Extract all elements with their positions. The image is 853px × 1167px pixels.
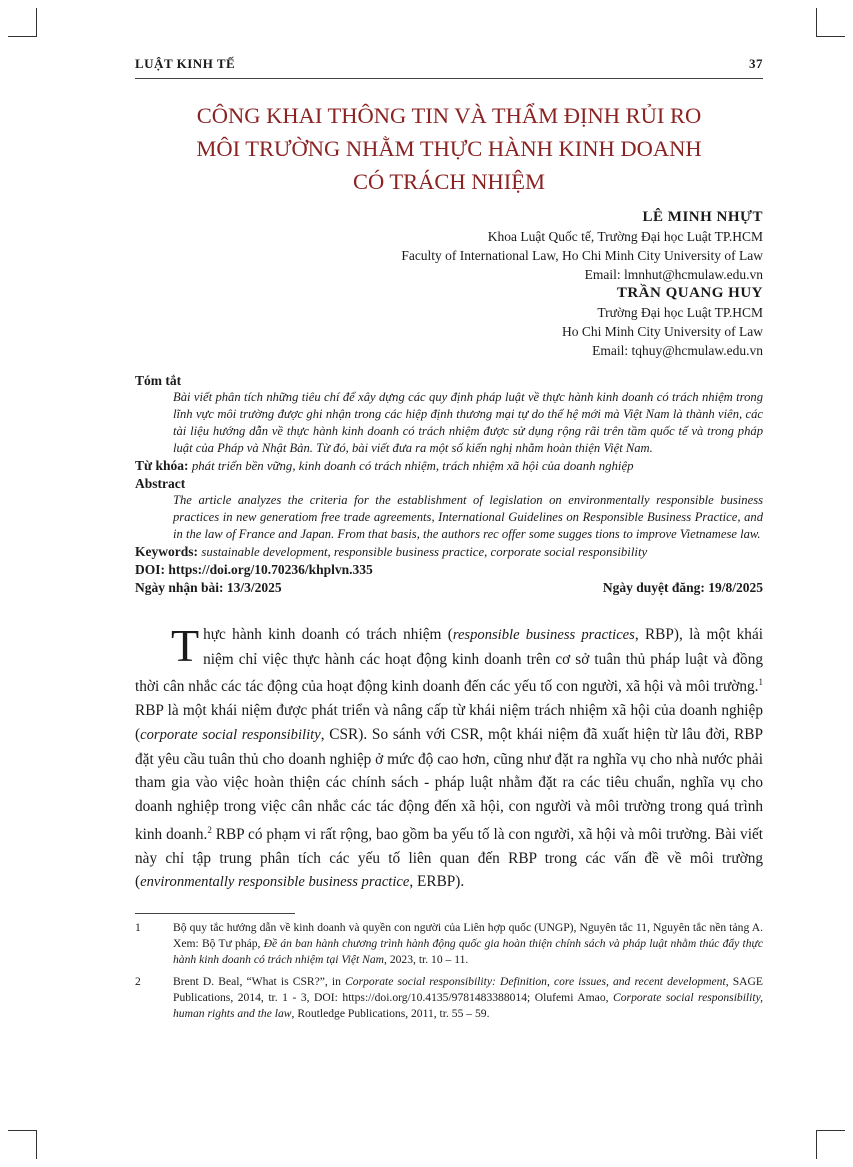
author-affiliation-vi: Trường Đại học Luật TP.HCM: [597, 305, 763, 320]
received-date: Ngày nhận bài: 13/3/2025: [135, 580, 282, 595]
body-paragraph: [135, 620, 763, 895]
body-italic-term: responsible business practices: [452, 627, 635, 643]
author-affiliation-en: Faculty of International Law, Ho Chi Minh City University of Law: [401, 248, 763, 263]
doi-link[interactable]: DOI: https://doi.org/10.70236/khplvn.335: [135, 562, 373, 577]
body-italic-term: environmentally responsible business practice: [140, 874, 410, 891]
page-number: 37: [749, 56, 763, 71]
body-text-run: , ERBP).: [409, 873, 465, 891]
footnote-text-run: Bộ quy tắc hướng dẫn về kinh doanh và quyền con người của Liên hợp quốc (UNGP), Nguyên tắc 11, Nguyên tắc nền tảng A. Xem: Bộ Tư pháp,: [173, 920, 763, 950]
footnote-number: 2: [135, 974, 141, 988]
abstract-en: [135, 475, 763, 561]
footnote-ref[interactable]: 1: [758, 677, 763, 688]
keywords-vi: [135, 457, 763, 475]
article-title: [135, 99, 763, 198]
author-email: Email: tqhuy@hcmulaw.edu.vn: [592, 343, 763, 358]
abstract-vi-heading: Tóm tắt: [135, 373, 182, 388]
author-2: [135, 284, 763, 360]
footnote-ref[interactable]: 2: [207, 824, 212, 835]
article-dates: [135, 578, 763, 597]
author-name: TRẦN QUANG HUY: [616, 285, 763, 301]
body-text-run: RBP là một khái niệm được phát triển và nâng cấp từ khái niệm trách nhiệm xã hội của doanh nghiệp (: [135, 702, 763, 743]
author-affiliation-vi: Khoa Luật Quốc tế, Trường Đại học Luật TP.HCM: [487, 229, 763, 244]
footnote-italic: Đề án ban hành chương trình hành động quốc gia hoàn thiện chính sách và pháp luật nhằm thúc đẩy thực hành kinh doanh có trách nhiệm tại Việt Nam: [173, 936, 763, 966]
abstract-en-heading: Abstract: [135, 476, 186, 491]
title-line: CÓ TRÁCH NHIỆM: [352, 169, 546, 194]
keywords-vi-label: Từ khóa:: [135, 458, 189, 473]
author-affiliation-en: Ho Chi Minh City University of Law: [562, 324, 763, 339]
footnote-divider: [135, 913, 295, 914]
keywords-vi-text: phát triển bền vững, kinh doanh có trách nhiệm, trách nhiệm xã hội của doanh nghiệp: [191, 459, 634, 473]
accepted-date: Ngày duyệt đăng: 19/8/2025: [602, 580, 763, 595]
drop-cap: T: [171, 620, 200, 671]
crop-mark-top-left: [8, 8, 37, 37]
article-page: [135, 56, 763, 1022]
title-line: CÔNG KHAI THÔNG TIN VÀ THẨM ĐỊNH RỦI RO: [196, 103, 702, 128]
body-text-run: , CSR). So sánh với CSR, một khái niệm đã xuất hiện từ lâu đời, RBP đặt yêu cầu tuân thủ cho doanh nghiệp ở mức độ cao hơn, cũng như đặt ra nghĩa vụ cho nhà nước phải tham gia vào việc hoàn thiện các chính sách - pháp luật nhằm đặt ra các tiêu chuẩn, nghĩa vụ cho doanh nghiệp trong việc cân nhắc các tác động đến xã hội, con người và môi trường trong quá trình kinh doanh.: [135, 725, 763, 843]
keywords-en-label: Keywords:: [135, 544, 198, 559]
crop-mark-bottom-left: [8, 1130, 37, 1159]
abstract-vi: [135, 372, 763, 475]
journal-section: LUẬT KINH TẾ: [135, 56, 236, 71]
body-italic-term: corporate social responsibility: [140, 726, 321, 743]
footnote-number: 1: [135, 920, 141, 934]
keywords-en: [135, 543, 763, 561]
author-name: LÊ MINH NHỰT: [642, 209, 763, 225]
footnote-text-run: Brent D. Beal, “What is CSR?”, in: [173, 974, 346, 988]
title-line: MÔI TRƯỜNG NHẰM THỰC HÀNH KINH DOANH: [196, 136, 702, 161]
footnote-1: [135, 920, 763, 968]
footnote-italic: Corporate social responsibility: Definition, core issues, and recent development: [345, 974, 726, 988]
footnote-text: [173, 974, 763, 1022]
body-text-run: , RBP), là một khái niệm chỉ việc thực hành các hoạt động kinh doanh trên cơ sở tuân thủ pháp luật và đồng thời cân nhắc các tác động của hoạt động kinh doanh đến các yếu tố con người, xã hội và môi trường.: [135, 626, 763, 696]
footnote-text-run: , SAGE Publications, 2014, tr. 1 - 3, DOI: https://doi.org/10.4135/9781483388014; Olufemi Amao,: [173, 974, 763, 1004]
running-header: [135, 56, 763, 79]
footnote-text-run: , 2023, tr. 10 – 11.: [384, 952, 469, 966]
footnote-italic: Corporate social responsibility, human rights and the law: [173, 990, 764, 1020]
abstract-vi-text: Bài viết phân tích những tiêu chí để xây dựng các quy định pháp luật về thực hành kinh doanh có trách nhiệm trong lĩnh vực môi trường được ghi nhận trong các hiệp định thương mại tự do thế hệ mới mà Việt Nam là thành viên, các tài liệu hướng dẫn về thực hành kinh doanh có trách nhiệm được sử dụng rộng rãi trên tầm quốc tế và trong pháp luật của Pháp và Nhật Bản. Từ đó, bài viết đưa ra một số kiến nghị nhằm hoàn thiện Việt Nam.: [173, 390, 763, 455]
crop-mark-top-right: [816, 8, 845, 37]
footnote-text: [173, 920, 763, 968]
footnote-text-run: , Routledge Publications, 2011, tr. 55 – 59.: [291, 1006, 490, 1020]
keywords-en-text: sustainable development, responsible business practice, corporate social responsibility: [201, 545, 648, 559]
author-email: Email: lmnhut@hcmulaw.edu.vn: [584, 267, 763, 282]
body-text-run: RBP có phạm vi rất rộng, bao gồm ba yếu tố là con người, xã hội và môi trường. Bài viết này chỉ tập trung phân tích các yếu tố liên quan đến RBP trong các vấn đề về môi trường (: [135, 825, 763, 891]
body-text-run: hực hành kinh doanh có trách nhiệm (: [203, 626, 453, 643]
crop-mark-bottom-right: [816, 1130, 845, 1159]
footnote-2: [135, 974, 763, 1022]
abstract-en-text: The article analyzes the criteria for the establishment of legislation on environmentally responsible business practices in new generatiom free trade agreements, International Guidelines on Responsible Business Practice, and in the law of France and Japan. From that basis, the authors rec offer some sugges tions to improve Vietnamese law.: [173, 493, 763, 541]
author-1: [135, 208, 763, 284]
